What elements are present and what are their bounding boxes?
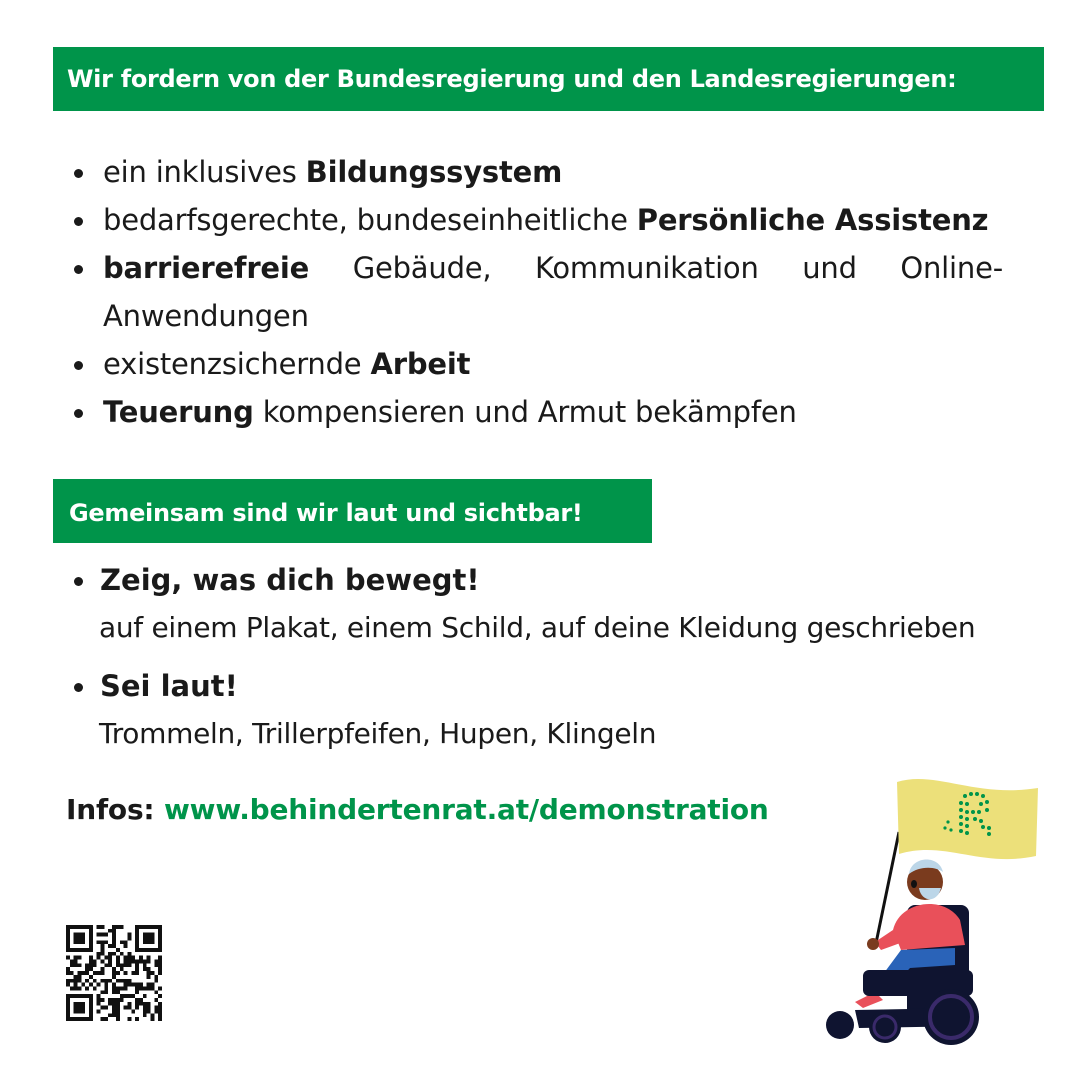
infos-line bbox=[66, 793, 769, 826]
action-title: Sei laut! bbox=[72, 662, 1052, 710]
demands-list bbox=[72, 148, 1032, 436]
list-item: existenzsichernde Arbeit bbox=[72, 340, 1032, 388]
action-text: auf einem Plakat, einem Schild, auf deine Kleidung geschrieben bbox=[99, 611, 976, 644]
qr-code-icon[interactable] bbox=[66, 925, 162, 1021]
infos-link[interactable]: www.behindertenrat.at/demonstration bbox=[164, 793, 769, 826]
list-item: Teuerung kompensieren und Armut bekämpfen bbox=[72, 388, 1032, 436]
together-banner: Gemeinsam sind wir laut und sichtbar! bbox=[53, 479, 652, 543]
list-item: ein inklusives Bildungssystem bbox=[72, 148, 1032, 196]
list-item: bedarfsgerechte, bundeseinheitliche Persönliche Assistenz bbox=[72, 196, 1032, 244]
demands-banner: Wir fordern von der Bundesregierung und den Landesregierungen: bbox=[53, 47, 1044, 111]
actions-list bbox=[72, 556, 1052, 768]
list-item-line: Anwendungen bbox=[103, 299, 309, 333]
list-item bbox=[72, 244, 1032, 340]
infos-label: Infos: bbox=[66, 793, 155, 826]
list-item-line: barrierefreie Gebäude, Kommunikation und Online- bbox=[103, 251, 1003, 285]
action-title: Zeig, was dich bewegt! bbox=[72, 556, 1052, 604]
action-text: Trommeln, Trillerpfeifen, Hupen, Klingeln bbox=[99, 717, 657, 750]
wheelchair-protester-illustration bbox=[815, 770, 1045, 1055]
